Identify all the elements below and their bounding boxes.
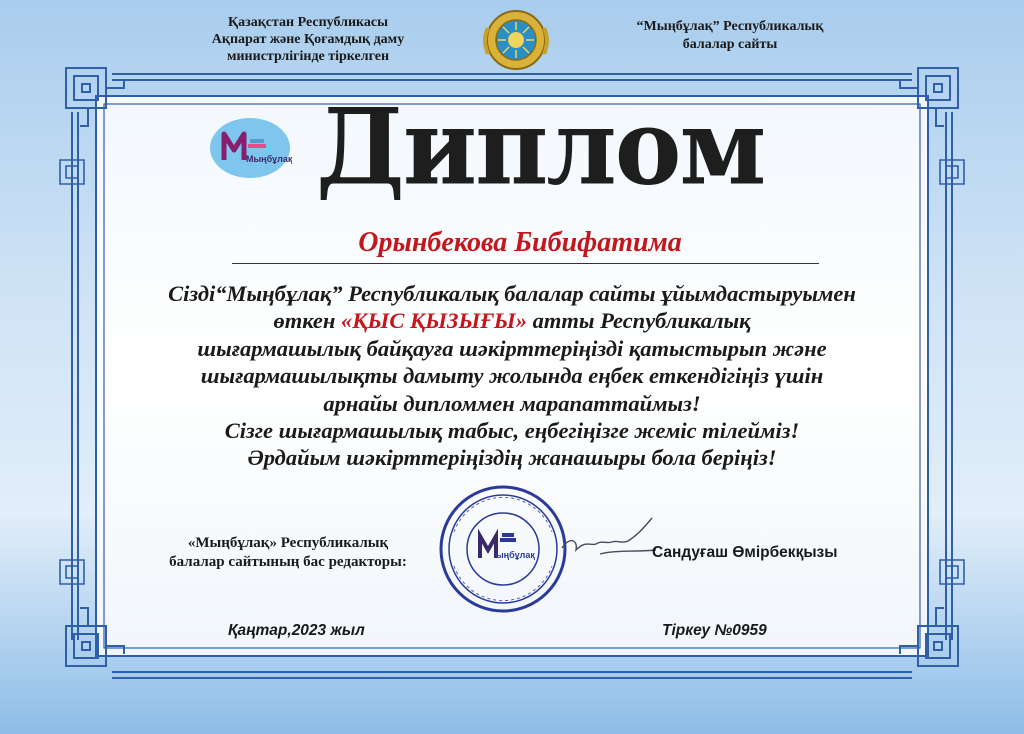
header-left-line: Қазақстан Республикасы bbox=[227, 15, 389, 30]
award-line-part: атты Республикалық bbox=[526, 308, 751, 334]
award-line: шығармашылықты дамыту жолында еңбек еткендігіңіз үшін bbox=[200, 363, 824, 389]
svg-text:Мыңбұлақ: Мыңбұлақ bbox=[246, 154, 292, 164]
header-left-line: министрлігінде тіркелген bbox=[226, 49, 390, 64]
svg-text:ыңбұлақ: ыңбұлақ bbox=[496, 550, 535, 560]
state-emblem-icon bbox=[480, 8, 552, 72]
award-line bbox=[110, 307, 914, 334]
site-header bbox=[600, 18, 860, 54]
award-line: Сізді“Мыңбұлақ” Республикалық балалар сайты ұйымдастыруымен bbox=[168, 281, 856, 306]
signer-name: Сандуғаш Өмірбекқызы bbox=[652, 544, 838, 561]
name-underline bbox=[232, 263, 819, 264]
issue-date: Қаңтар,2023 жыл bbox=[228, 622, 365, 639]
award-line: шығармашылық байқауға шәкірттеріңізді қатыстырып және bbox=[197, 335, 827, 361]
recipient-name: Орынбекова Бибифатима bbox=[358, 227, 682, 258]
registration-number: Тіркеу №0959 bbox=[662, 622, 767, 639]
editor-title bbox=[142, 534, 434, 572]
handwritten-signature-icon bbox=[556, 510, 662, 562]
round-seal-stamp-icon bbox=[436, 482, 570, 616]
award-line-part: өткен bbox=[273, 308, 342, 334]
diploma-title: Диплом bbox=[316, 85, 765, 209]
myngbulak-logo-icon bbox=[208, 116, 292, 180]
registration-header bbox=[178, 14, 438, 65]
award-line: арнайы дипломмен марапаттаймыз! bbox=[323, 390, 701, 416]
header-right-line: балалар сайты bbox=[682, 37, 778, 52]
header-left-line: Ақпарат және Қоғамдық даму bbox=[211, 32, 405, 47]
editor-line: балалар сайтының бас редакторы: bbox=[169, 554, 407, 570]
contest-name: «ҚЫС ҚЫЗЫҒЫ» bbox=[341, 308, 527, 334]
header-right-line: “Мыңбұлақ” Республикалық bbox=[636, 19, 824, 34]
editor-line: «Мыңбұлақ» Республикалық bbox=[187, 535, 389, 551]
award-line: Әрдайым шәкірттеріңіздің жанашыры бола беріңіз! bbox=[247, 445, 777, 471]
award-line: Сізге шығармашылық табыс, еңбегіңізге жеміс тілейміз! bbox=[224, 418, 800, 444]
award-text bbox=[110, 280, 914, 472]
